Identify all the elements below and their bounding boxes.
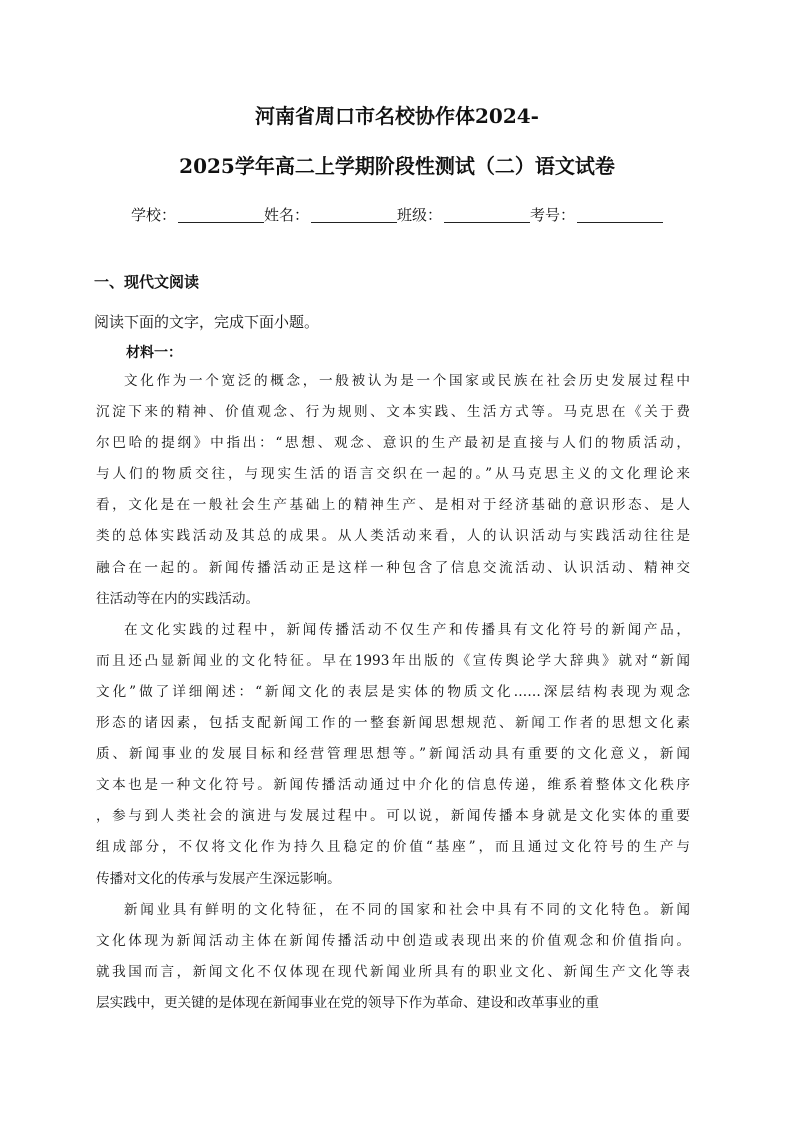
paragraph-line: 类的总体实践活动及其总的成果。从人类活动来看，人的认识活动与实践活动往往是 xyxy=(96,528,690,545)
paragraph xyxy=(96,615,690,895)
paragraph-line: 形态的诸因素，包括支配新闻工作的一整套新闻思想规范、新闻工作者的思想文化素 xyxy=(96,715,690,732)
paragraph-line: 在文化实践的过程中，新闻传播活动不仅生产和传播具有文化符号的新闻产品， xyxy=(124,621,690,638)
name-field[interactable] xyxy=(264,204,397,226)
paragraph-line: 就我国而言，新闻文化不仅体现在现代新闻业所具有的职业文化、新闻生产文化等表 xyxy=(96,963,690,980)
exam-number-label: 考号： xyxy=(530,206,576,224)
school-label: 学校： xyxy=(130,206,176,224)
paragraph xyxy=(96,895,690,1019)
paragraph-line: 而且还凸显新闻业的文化特征。早在1993年出版的《宣传舆论学大辞典》就对“新闻 xyxy=(96,652,690,669)
name-label: 姓名： xyxy=(263,206,309,224)
material-label: 材料一： xyxy=(126,345,182,361)
paragraph-line: 文化体现为新闻活动主体在新闻传播活动中创造或表现出来的价值观念和价值指向。 xyxy=(96,932,690,949)
paragraph-line: 文本也是一种文化符号。新闻传播活动通过中介化的信息传递，维系着整体文化秩序 xyxy=(96,777,690,794)
paragraph-line: 层实践中，更关键的是体现在新闻事业在党的领导下作为革命、建设和改革事业的重 xyxy=(96,994,599,1011)
article-body xyxy=(96,366,690,1019)
paragraph-line: 与人们的物质交往，与现实生活的语言交织在一起的。”从马克思主义的文化理论来 xyxy=(96,466,690,483)
exam-number-field[interactable] xyxy=(530,204,663,226)
paragraph-line: 组成部分，不仅将文化作为持久且稳定的价值“基座”，而且通过文化符号的生产与 xyxy=(96,839,690,856)
class-blank[interactable] xyxy=(444,206,530,223)
paragraph-line: 新闻业具有鲜明的文化特征，在不同的国家和社会中具有不同的文化特色。新闻 xyxy=(124,901,690,918)
class-field[interactable] xyxy=(397,204,530,226)
exam-number-blank[interactable] xyxy=(577,206,663,223)
school-blank[interactable] xyxy=(178,206,264,223)
paragraph-line: ，参与到人类社会的演进与发展过程中。可以说，新闻传播本身就是文化实体的重要 xyxy=(96,808,690,825)
name-blank[interactable] xyxy=(311,206,397,223)
paragraph-line: 文化作为一个宽泛的概念，一般被认为是一个国家或民族在社会历史发展过程中 xyxy=(124,373,690,389)
paragraph-line: 融合在一起的。新闻传播活动正是这样一种包含了信息交流活动、认识活动、精神交 xyxy=(96,559,690,576)
paragraph-line: 传播对文化的传承与发展产生深远影响。 xyxy=(96,870,341,887)
paragraph-line: 看，文化是在一般社会生产基础上的精神生产、是相对于经济基础的意识形态、是人 xyxy=(96,497,690,514)
paragraph-line: 沉淀下来的精神、价值观念、行为规则、文本实践、生活方式等。马克思在《关于费 xyxy=(96,404,690,421)
paragraph xyxy=(96,366,690,615)
paragraph-line: 往活动等在内的实践活动。 xyxy=(96,590,260,607)
class-label: 班级： xyxy=(397,206,443,224)
student-info-row xyxy=(0,204,794,226)
reading-instruction: 阅读下面的文字，完成下面小题。 xyxy=(94,313,320,331)
paragraph-line: 质、新闻事业的发展目标和经营管理思想等。”新闻活动具有重要的文化意义，新闻 xyxy=(96,746,690,763)
paragraph-line: 尔巴哈的提纲》中指出：“思想、观念、意识的生产最初是直接与人们的物质活动， xyxy=(96,435,690,452)
section-heading: 一、现代文阅读 xyxy=(94,273,200,291)
paragraph-line: 文化”做了详细阐述：“新闻文化的表层是实体的物质文化……深层结构表现为观念 xyxy=(96,683,690,700)
document-title-line-2: 2025学年高二上学期阶段性测试（二）语文试卷 xyxy=(179,154,615,178)
school-field[interactable] xyxy=(131,204,264,226)
document-title-line-1: 河南省周口市名校协作体2024- xyxy=(255,104,539,128)
